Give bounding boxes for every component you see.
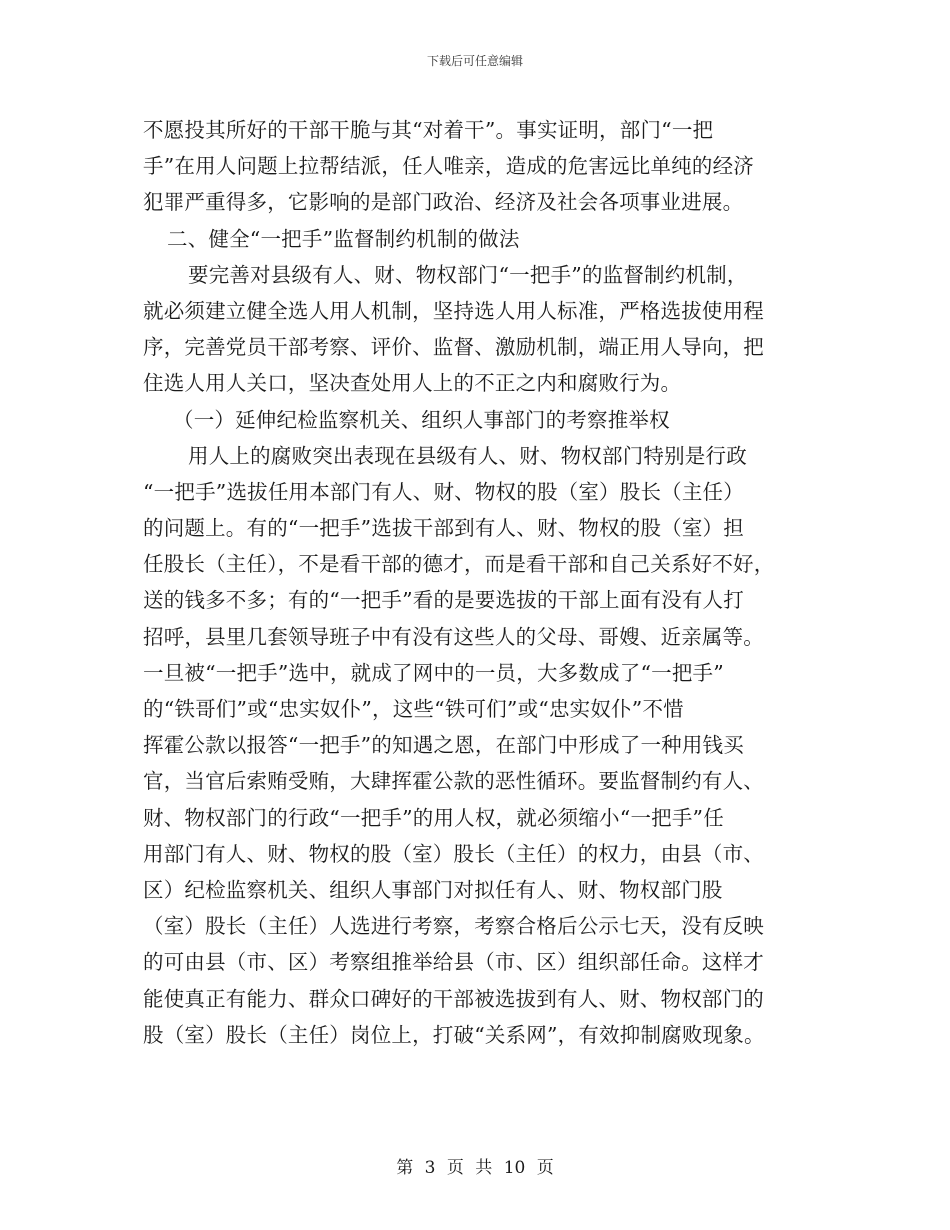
text-line: 送的钱多不多；有的“一把手”看的是要选拔的干部上面有没有人打 — [143, 588, 744, 613]
text-line: 用人上的腐败突出表现在县级有人、财、物权部门特别是行政 — [188, 443, 747, 468]
document-body — [143, 112, 803, 1053]
text-line: 招呼，县里几套领导班子中有没有这些人的父母、哥嫂、近亲属等。 — [143, 624, 764, 649]
text-line: 能使真正有能力、群众口碑好的干部被选拔到有人、财、物权部门的 — [143, 986, 764, 1011]
text-line: 区）纪检监察机关、组织人事部门对拟任有人、财、物权部门股 — [143, 877, 723, 902]
text-line: 股（室）股长（主任）岗位上，打破“关系网”，有效抑制腐败现象。 — [143, 1022, 765, 1047]
text-line: 序，完善党员干部考察、评价、监督、激励机制，端正用人导向，把 — [143, 335, 764, 360]
page-header: 下载后可任意编辑 — [426, 54, 523, 68]
text-line: “一把手”选拔任用本部门有人、财、物权的股（室）股长（主任） — [143, 479, 744, 504]
text-line: 手”在用人问题上拉帮结派，任人唯亲，造成的危害远比单纯的经济 — [143, 154, 754, 179]
text-line: （室）股长（主任）人选进行考察，考察合格后公示七天，没有反映 — [143, 914, 764, 939]
text-line: 犯罪严重得多，它影响的是部门政治、经济及社会各项事业进展。 — [143, 190, 744, 215]
text-line: 一旦被“一把手”选中，就成了网中的一员，大多数成了“一把手” — [143, 660, 724, 685]
text-line: 就必须建立健全选人用人机制，坚持选人用人标准，严格选拔使用程 — [143, 298, 764, 323]
text-line: 的可由县（市、区）考察组推举给县（市、区）组织部任命。这样才 — [143, 950, 764, 975]
text-line: 用部门有人、财、物权的股（室）股长（主任）的权力，由县（市、 — [143, 841, 764, 866]
text-line: 官，当官后索贿受贿，大肆挥霍公款的恶性循环。要监督制约有人、 — [143, 769, 764, 794]
text-line: 财、物权部门的行政“一把手”的用人权，就必须缩小“一把手”任 — [143, 805, 724, 830]
text-line: 挥霍公款以报答“一把手”的知遇之恩，在部门中形成了一种用钱买 — [143, 733, 744, 758]
text-line: （一）延伸纪检监察机关、组织人事部门的考察推举权 — [173, 407, 670, 432]
text-line: 任股长（主任），不是看干部的德才，而是看干部和自己关系好不好， — [143, 552, 775, 577]
text-line: 住选人用人关口，坚决查处用人上的不正之内和腐败行为。 — [143, 371, 682, 396]
text-line: 不愿投其所好的干部干脆与其“对着干”。事实证明，部门“一把 — [143, 118, 714, 142]
text-line: 的问题上。有的“一把手”选拔干部到有人、财、物权的股（室）担 — [143, 516, 744, 541]
text-line: 的“铁哥们”或“忠实奴仆”，这些“铁可们”或“忠实奴仆”不惜 — [143, 697, 684, 721]
text-line: 二、健全“一把手”监督制约机制的做法 — [167, 226, 520, 251]
text-line: 要完善对县级有人、财、物权部门“一把手”的监督制约机制， — [188, 262, 748, 287]
page-footer: 第 3 页 共 10 页 — [396, 1158, 554, 1178]
